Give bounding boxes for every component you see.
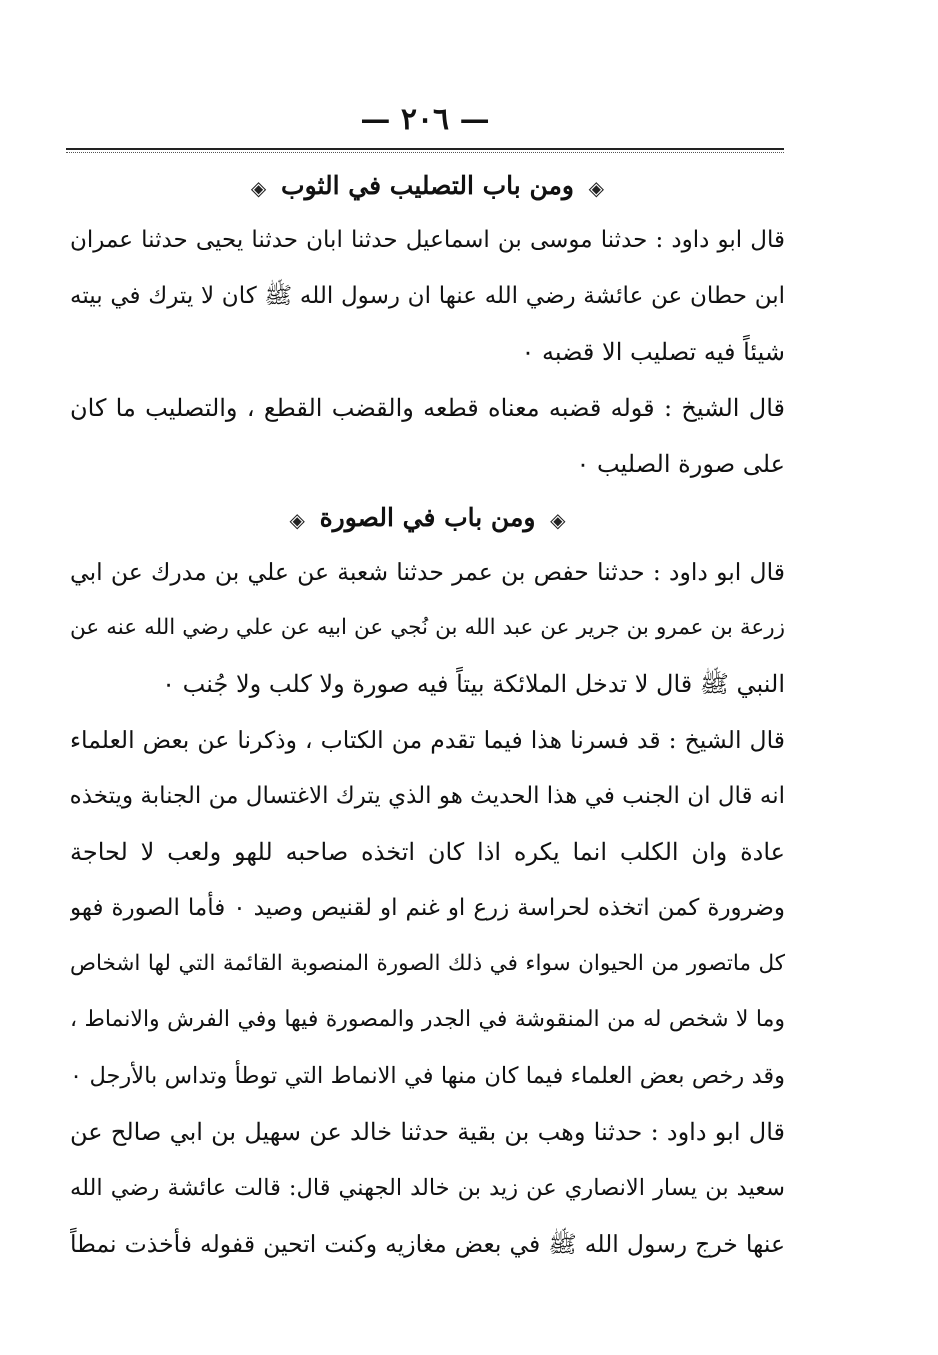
- text-line: النبي ﷺ قال لا تدخل الملائكة بيتاً فيه صورة ولا كلب ولا جُنب ٠: [162, 670, 785, 698]
- ornament-icon: ◈: [250, 175, 267, 200]
- ornament-icon: ◈: [550, 507, 566, 532]
- text-line: زرعة بن عمرو بن جرير عن عبد الله بن نُجي عن ابيه عن علي رضي الله عنه عن: [70, 615, 785, 640]
- text-line: انه قال ان الجنب في هذا الحديث هو الذي يترك الاغتسال من الجنابة ويتخذه: [70, 783, 785, 809]
- text-line: عنها خرج رسول الله ﷺ في بعض مغازيه وكنت اتحين قفوله فأخذت نمطاً: [70, 1230, 785, 1258]
- text-line: على صورة الصليب ٠: [576, 450, 785, 478]
- text-line: وقد رخص بعض العلماء فيما كان منها في الانماط التي توطأ وتداس بالأرجل ٠: [70, 1063, 785, 1089]
- page-body: [70, 160, 785, 1272]
- text-line: وضرورة كمن اتخذه لحراسة زرع او غنم او لقنيص وصيد ٠ فأما الصورة فهو: [70, 895, 785, 921]
- text-line: عادة وان الكلب انما يكره اذا كان اتخذه صاحبه للهو ولعب لا لحاجة: [70, 838, 785, 866]
- text-line: سعيد بن يسار الانصاري عن زيد بن خالد الجهني قال: قالت عائشة رضي الله: [70, 1175, 785, 1201]
- text-line: قال الشيخ : قوله قضبه معناه قطعه والقضب القطع ، والتصليب ما كان: [70, 394, 785, 422]
- text-line: ابن حطان عن عائشة رضي الله عنها ان رسول الله ﷺ كان لا يترك في بيته: [70, 283, 785, 309]
- section-heading-text: ومن باب في الصورة: [319, 503, 536, 532]
- text-line: شيئاً فيه تصليب الا قضبه ٠: [521, 338, 785, 366]
- text-line: قال الشيخ : قد فسرنا هذا فيما تقدم من الكتاب ، وذكرنا عن بعض العلماء: [70, 726, 785, 754]
- text-line: كل ماتصور من الحيوان سواء في ذلك الصورة المنصوبة القائمة التي لها اشخاص: [70, 951, 785, 976]
- text-line: قال ابو داود : حدثنا موسى بن اسماعيل حدثنا ابان حدثنا يحيى حدثنا عمران: [70, 227, 785, 253]
- ornament-icon: ◈: [289, 507, 305, 532]
- text-line: وما لا شخص له من المنقوشة في الجدر والمصورة فيها وفي الفرش والانماط ،: [70, 1007, 785, 1032]
- header-rule: [66, 148, 784, 150]
- section-heading-taslib: [70, 160, 785, 212]
- text-line: قال ابو داود : حدثنا وهب بن بقية حدثنا خالد عن سهيل بن ابي صالح عن: [70, 1118, 785, 1146]
- section-heading-sura: [70, 492, 785, 544]
- ornament-icon: ◈: [588, 175, 605, 200]
- page-number: — ٢٠٦ —: [360, 102, 490, 137]
- section-heading-text: ومن باب التصليب في الثوب: [281, 171, 574, 200]
- text-line: قال ابو داود : حدثنا حفص بن عمر حدثنا شعبة عن علي بن مدرك عن ابي: [70, 558, 785, 586]
